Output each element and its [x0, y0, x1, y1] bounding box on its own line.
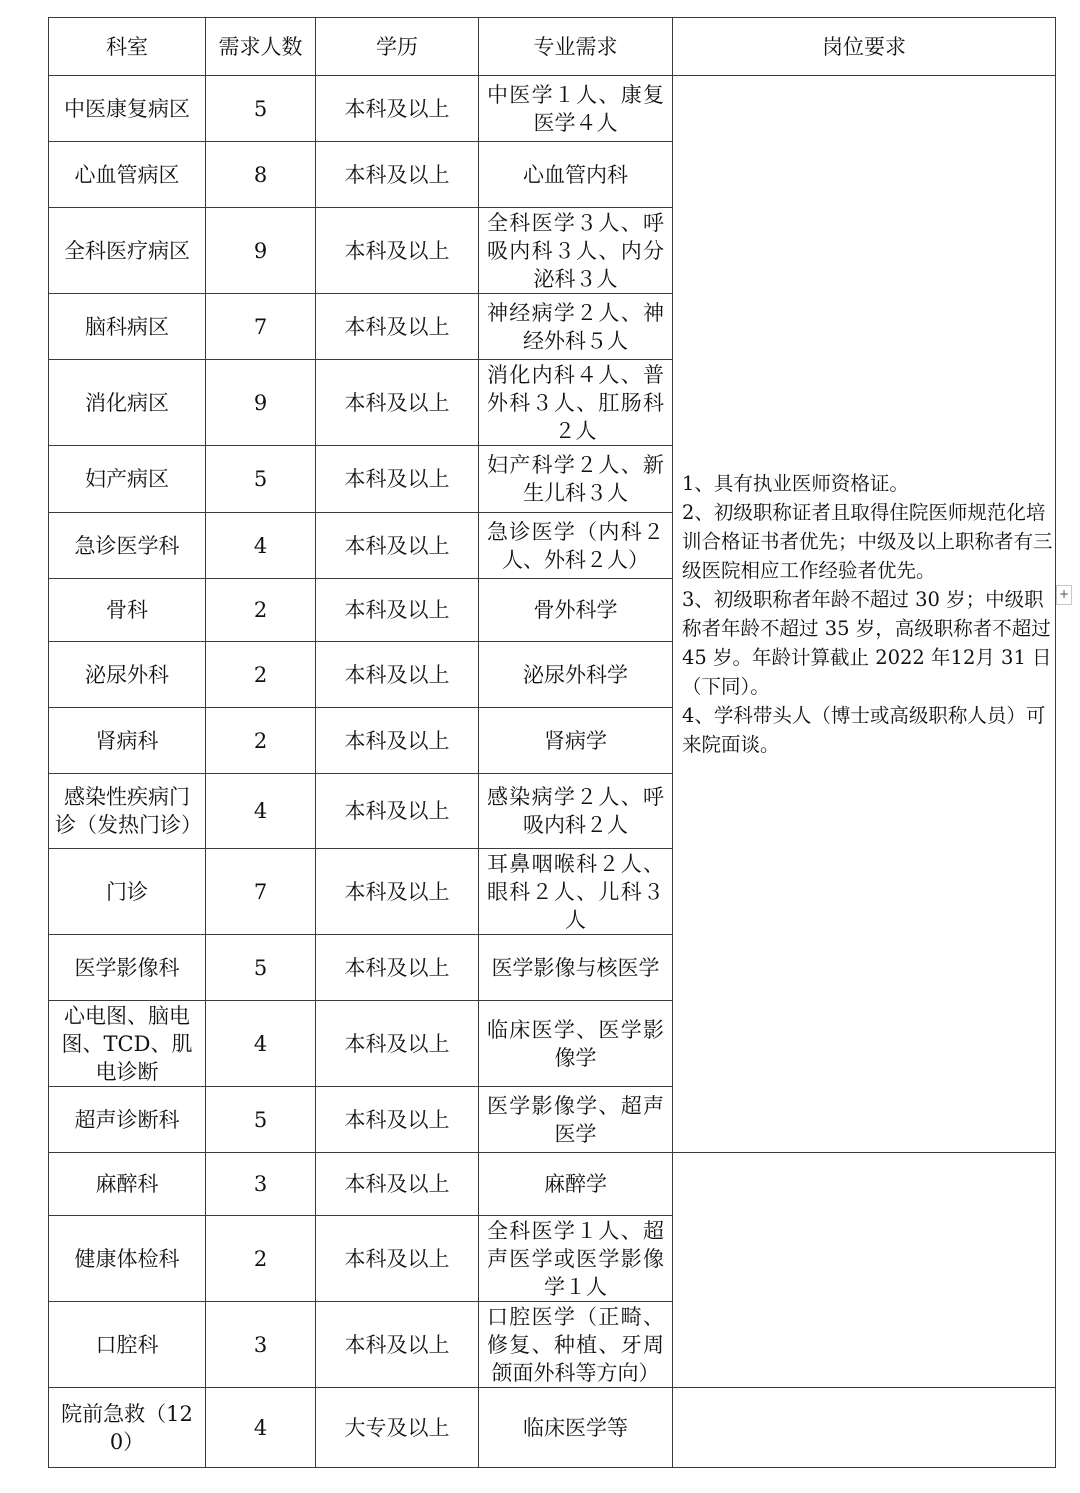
major-cell: 感染病学２人、呼吸内科２人 [479, 774, 673, 849]
dept-cell: 急诊医学科 [49, 513, 206, 579]
dept-cell: 心电图、脑电图、TCD、肌电诊断 [49, 1001, 206, 1087]
major-cell: 中医学１人、康复医学４人 [479, 76, 673, 142]
edu-cell: 本科及以上 [316, 642, 479, 708]
count-cell: 3 [206, 1302, 316, 1388]
dept-cell: 骨科 [49, 579, 206, 642]
dept-cell: 感染性疾病门诊（发热门诊） [49, 774, 206, 849]
major-cell: 肾病学 [479, 708, 673, 774]
edu-cell: 本科及以上 [316, 360, 479, 446]
header-requirements: 岗位要求 [673, 18, 1056, 76]
edu-cell: 本科及以上 [316, 446, 479, 513]
table-row [49, 76, 1056, 142]
header-edu: 学历 [316, 18, 479, 76]
count-cell: 5 [206, 76, 316, 142]
count-cell: 9 [206, 208, 316, 294]
dept-cell: 中医康复病区 [49, 76, 206, 142]
requirement-item: 2、初级职称证者且取得住院医师规范化培训合格证书者优先；中级及以上职称者有三级医院相应工作经验者优先。 [682, 501, 1053, 582]
major-cell: 麻醉学 [479, 1153, 673, 1216]
table-row [49, 1388, 1056, 1468]
table-resize-handle[interactable]: + [1056, 585, 1072, 605]
count-cell: 4 [206, 774, 316, 849]
dept-cell: 院前急救（120） [49, 1388, 206, 1468]
major-cell: 消化内科４人、普外科３人、肛肠科２人 [479, 360, 673, 446]
count-cell: 4 [206, 513, 316, 579]
major-cell: 临床医学、医学影像学 [479, 1001, 673, 1087]
major-cell: 耳鼻咽喉科２人、眼科２人、儿科３人 [479, 849, 673, 935]
edu-cell: 本科及以上 [316, 935, 479, 1001]
dept-cell: 口腔科 [49, 1302, 206, 1388]
recruitment-table [48, 17, 1056, 1468]
requirement-item: 3、初级职称者年龄不超过 30 岁；中级职称者年龄不超过 35 岁，高级职称者不超过 45 岁。年龄计算截止 2022 年12月 31 日（下同）。 [682, 588, 1052, 698]
table-row [49, 1153, 1056, 1216]
major-cell: 全科医学１人、超声医学或医学影像学１人 [479, 1216, 673, 1302]
count-cell: 9 [206, 360, 316, 446]
edu-cell: 本科及以上 [316, 142, 479, 208]
edu-cell: 本科及以上 [316, 708, 479, 774]
dept-cell: 妇产病区 [49, 446, 206, 513]
count-cell: 4 [206, 1001, 316, 1087]
count-cell: 5 [206, 446, 316, 513]
dept-cell: 麻醉科 [49, 1153, 206, 1216]
dept-cell: 全科医疗病区 [49, 208, 206, 294]
edu-cell: 本科及以上 [316, 579, 479, 642]
requirement-item: 1、具有执业医师资格证。 [682, 472, 909, 495]
requirement-item: 4、学科带头人（博士或高级职称人员）可来院面谈。 [682, 704, 1046, 756]
dept-cell: 健康体检科 [49, 1216, 206, 1302]
major-cell: 临床医学等 [479, 1388, 673, 1468]
header-major: 专业需求 [479, 18, 673, 76]
count-cell: 4 [206, 1388, 316, 1468]
dept-cell: 医学影像科 [49, 935, 206, 1001]
dept-cell: 泌尿外科 [49, 642, 206, 708]
header-dept: 科室 [49, 18, 206, 76]
count-cell: 5 [206, 1087, 316, 1153]
count-cell: 3 [206, 1153, 316, 1216]
count-cell: 2 [206, 708, 316, 774]
major-cell: 医学影像学、超声医学 [479, 1087, 673, 1153]
count-cell: 5 [206, 935, 316, 1001]
major-cell: 医学影像与核医学 [479, 935, 673, 1001]
major-cell: 口腔医学（正畸、修复、种植、牙周颌面外科等方向） [479, 1302, 673, 1388]
edu-cell: 本科及以上 [316, 1302, 479, 1388]
edu-cell: 本科及以上 [316, 1216, 479, 1302]
dept-cell: 心血管病区 [49, 142, 206, 208]
count-cell: 2 [206, 642, 316, 708]
major-cell: 全科医学３人、呼吸内科３人、内分泌科３人 [479, 208, 673, 294]
dept-cell: 消化病区 [49, 360, 206, 446]
edu-cell: 本科及以上 [316, 513, 479, 579]
dept-cell: 脑科病区 [49, 294, 206, 360]
count-cell: 2 [206, 579, 316, 642]
edu-cell: 本科及以上 [316, 849, 479, 935]
edu-cell: 本科及以上 [316, 1001, 479, 1087]
count-cell: 7 [206, 849, 316, 935]
edu-cell: 本科及以上 [316, 1087, 479, 1153]
count-cell: 7 [206, 294, 316, 360]
major-cell: 神经病学２人、神经外科５人 [479, 294, 673, 360]
dept-cell: 超声诊断科 [49, 1087, 206, 1153]
requirements-cell-empty [673, 1153, 1056, 1388]
edu-cell: 本科及以上 [316, 294, 479, 360]
major-cell: 骨外科学 [479, 579, 673, 642]
edu-cell: 本科及以上 [316, 774, 479, 849]
dept-cell: 肾病科 [49, 708, 206, 774]
requirements-cell [673, 76, 1056, 1153]
requirements-cell-last [673, 1388, 1056, 1468]
edu-cell: 大专及以上 [316, 1388, 479, 1468]
major-cell: 妇产科学２人、新生儿科３人 [479, 446, 673, 513]
edu-cell: 本科及以上 [316, 1153, 479, 1216]
major-cell: 泌尿外科学 [479, 642, 673, 708]
edu-cell: 本科及以上 [316, 208, 479, 294]
header-row [49, 18, 1056, 76]
dept-cell: 门诊 [49, 849, 206, 935]
count-cell: 8 [206, 142, 316, 208]
major-cell: 心血管内科 [479, 142, 673, 208]
count-cell: 2 [206, 1216, 316, 1302]
edu-cell: 本科及以上 [316, 76, 479, 142]
header-count: 需求人数 [206, 18, 316, 76]
major-cell: 急诊医学（内科２人、外科２人） [479, 513, 673, 579]
